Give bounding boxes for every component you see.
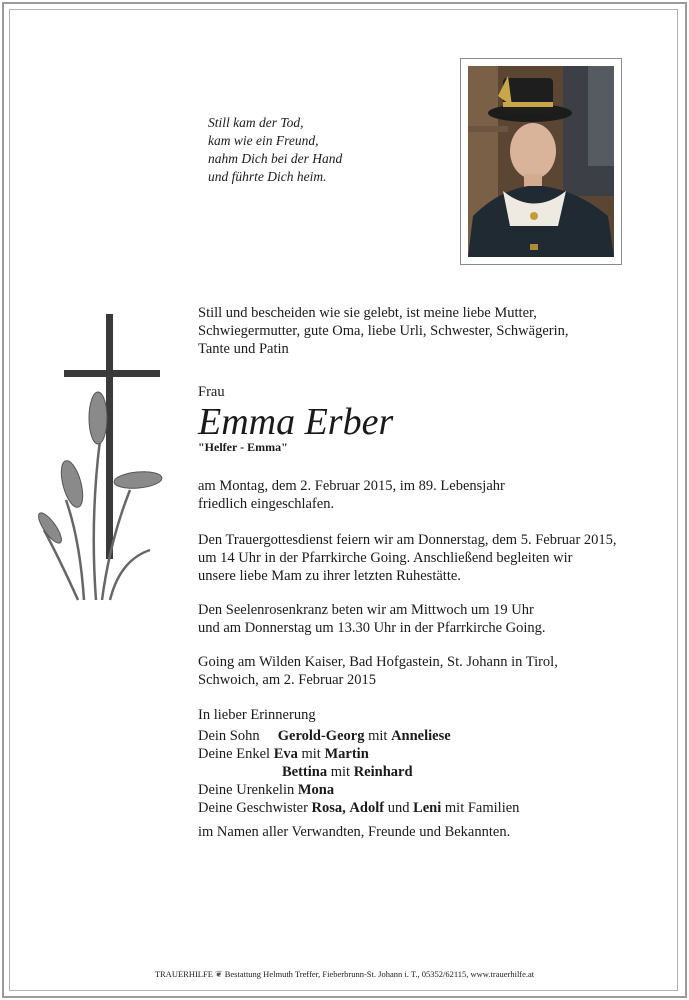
son-label: Dein Sohn	[198, 728, 260, 744]
family-list	[198, 727, 519, 817]
cross-with-wheat-icon	[20, 300, 180, 615]
intro-line: Still und bescheiden wie sie gelebt, ist meine liebe Mutter,	[198, 305, 537, 321]
great-grandchild-name: Mona	[297, 782, 335, 798]
portrait-photo	[460, 58, 622, 265]
sibling-name: Leni	[413, 800, 442, 816]
son-name: Gerold-Georg	[277, 728, 365, 744]
grandchild-mit: mit	[301, 746, 321, 762]
poem	[208, 114, 342, 186]
intro-text	[198, 304, 569, 358]
salutation: Frau	[198, 384, 225, 400]
footer-text: Bestattung Helmuth Treffer, Fieberbrunn-St. Johann i. T., 05352/62115, www.trauerhilfe.at	[224, 969, 535, 979]
intro-line: Schwiegermutter, gute Oma, liebe Urli, Schwester, Schwägerin,	[198, 323, 569, 339]
siblings-und: und	[387, 800, 410, 816]
place-date-line: Schwoich, am 2. Februar 2015	[198, 672, 376, 688]
funeral-line: Den Trauergottesdienst feiern wir am Donnerstag, dem 5. Februar 2015,	[198, 532, 617, 548]
sibling-name: Adolf	[349, 800, 385, 816]
grandchild-partner: Reinhard	[353, 764, 413, 780]
death-notice	[198, 477, 505, 513]
grandchild-name: Bettina	[282, 764, 328, 780]
wheat-icon: ❦	[215, 969, 223, 979]
siblings-label: Deine Geschwister	[198, 800, 308, 816]
great-grandchild-label: Deine Urenkelin	[198, 782, 295, 798]
funeral-line: um 14 Uhr in der Pfarrkirche Going. Anschließend begleiten wir	[198, 550, 573, 566]
poem-line: nahm Dich bei der Hand	[208, 151, 343, 166]
family-row-grandchildren-2	[198, 763, 519, 781]
nickname: "Helfer - Emma"	[198, 440, 288, 454]
grandchildren-label: Deine Enkel	[198, 746, 271, 762]
funeral-text	[198, 531, 617, 585]
sibling-name: Rosa,	[311, 800, 346, 816]
place-date-line: Going am Wilden Kaiser, Bad Hofgastein, St. Johann in Tirol,	[198, 654, 558, 670]
poem-line: und führte Dich heim.	[208, 169, 327, 184]
grandchild-name: Eva	[273, 746, 298, 762]
son-partner: Anneliese	[391, 728, 451, 744]
funeral-line: unsere liebe Mam zu ihrer letzten Ruhestätte.	[198, 568, 461, 584]
intro-line: Tante und Patin	[198, 341, 289, 357]
family-row-grandchildren	[198, 745, 519, 763]
footer	[0, 969, 689, 980]
rosary-line: und am Donnerstag um 13.30 Uhr in der Pfarrkirche Going.	[198, 620, 546, 636]
death-notice-line: friedlich eingeschlafen.	[198, 496, 335, 512]
son-mit: mit	[368, 728, 388, 744]
closing-line: im Namen aller Verwandten, Freunde und Bekannten.	[198, 824, 511, 840]
poem-line: kam wie ein Freund,	[208, 133, 319, 148]
grandchild-mit: mit	[330, 764, 351, 780]
death-notice-line: am Montag, dem 2. Februar 2015, im 89. Lebensjahr	[198, 478, 505, 494]
place-date	[198, 653, 558, 689]
footer-brand: TRAUERHILFE	[154, 969, 213, 979]
deceased-name: Emma Erber	[198, 401, 394, 443]
rosary-text	[198, 601, 546, 637]
family-row-son	[198, 727, 519, 745]
family-row-great-grandchild	[198, 781, 519, 799]
family-row-siblings	[198, 799, 519, 817]
rosary-line: Den Seelenrosenkranz beten wir am Mittwoch um 19 Uhr	[198, 602, 534, 618]
memory-line: In lieber Erinnerung	[198, 707, 316, 723]
poem-line: Still kam der Tod,	[208, 115, 304, 130]
portrait-image	[468, 66, 614, 257]
grandchild-partner: Martin	[324, 746, 369, 762]
siblings-suffix: mit Familien	[444, 800, 520, 816]
